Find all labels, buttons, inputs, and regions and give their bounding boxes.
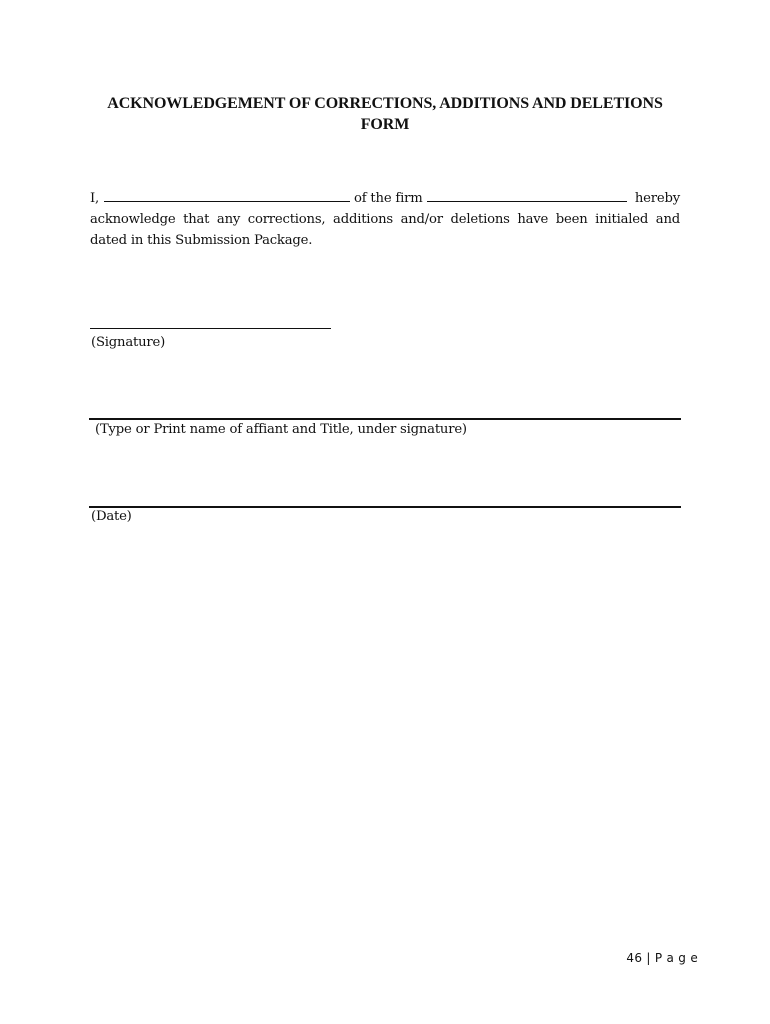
print-name-label: (Type or Print name of affiant and Title, under signature) — [95, 422, 467, 437]
signature-line[interactable] — [90, 328, 331, 329]
statement-first-line — [90, 188, 680, 209]
page-number-footer: 46 | P a g e — [626, 951, 698, 965]
date-label: (Date) — [91, 509, 132, 524]
firm-blank-field[interactable] — [427, 188, 627, 202]
statement-middle: of the firm — [354, 191, 423, 206]
statement-suffix: hereby — [634, 191, 680, 206]
acknowledgement-statement — [90, 188, 680, 251]
print-name-line[interactable] — [89, 418, 681, 420]
statement-rest: acknowledge that any corrections, additions and/or deletions have been initialed and dated in this Submission Package. — [90, 212, 680, 248]
name-blank-field[interactable] — [104, 188, 350, 202]
form-title: ACKNOWLEDGEMENT OF CORRECTIONS, ADDITIONS AND DELETIONS FORM — [107, 95, 663, 133]
statement-prefix: I, — [90, 191, 100, 206]
signature-label: (Signature) — [91, 335, 166, 350]
date-line[interactable] — [89, 506, 681, 508]
